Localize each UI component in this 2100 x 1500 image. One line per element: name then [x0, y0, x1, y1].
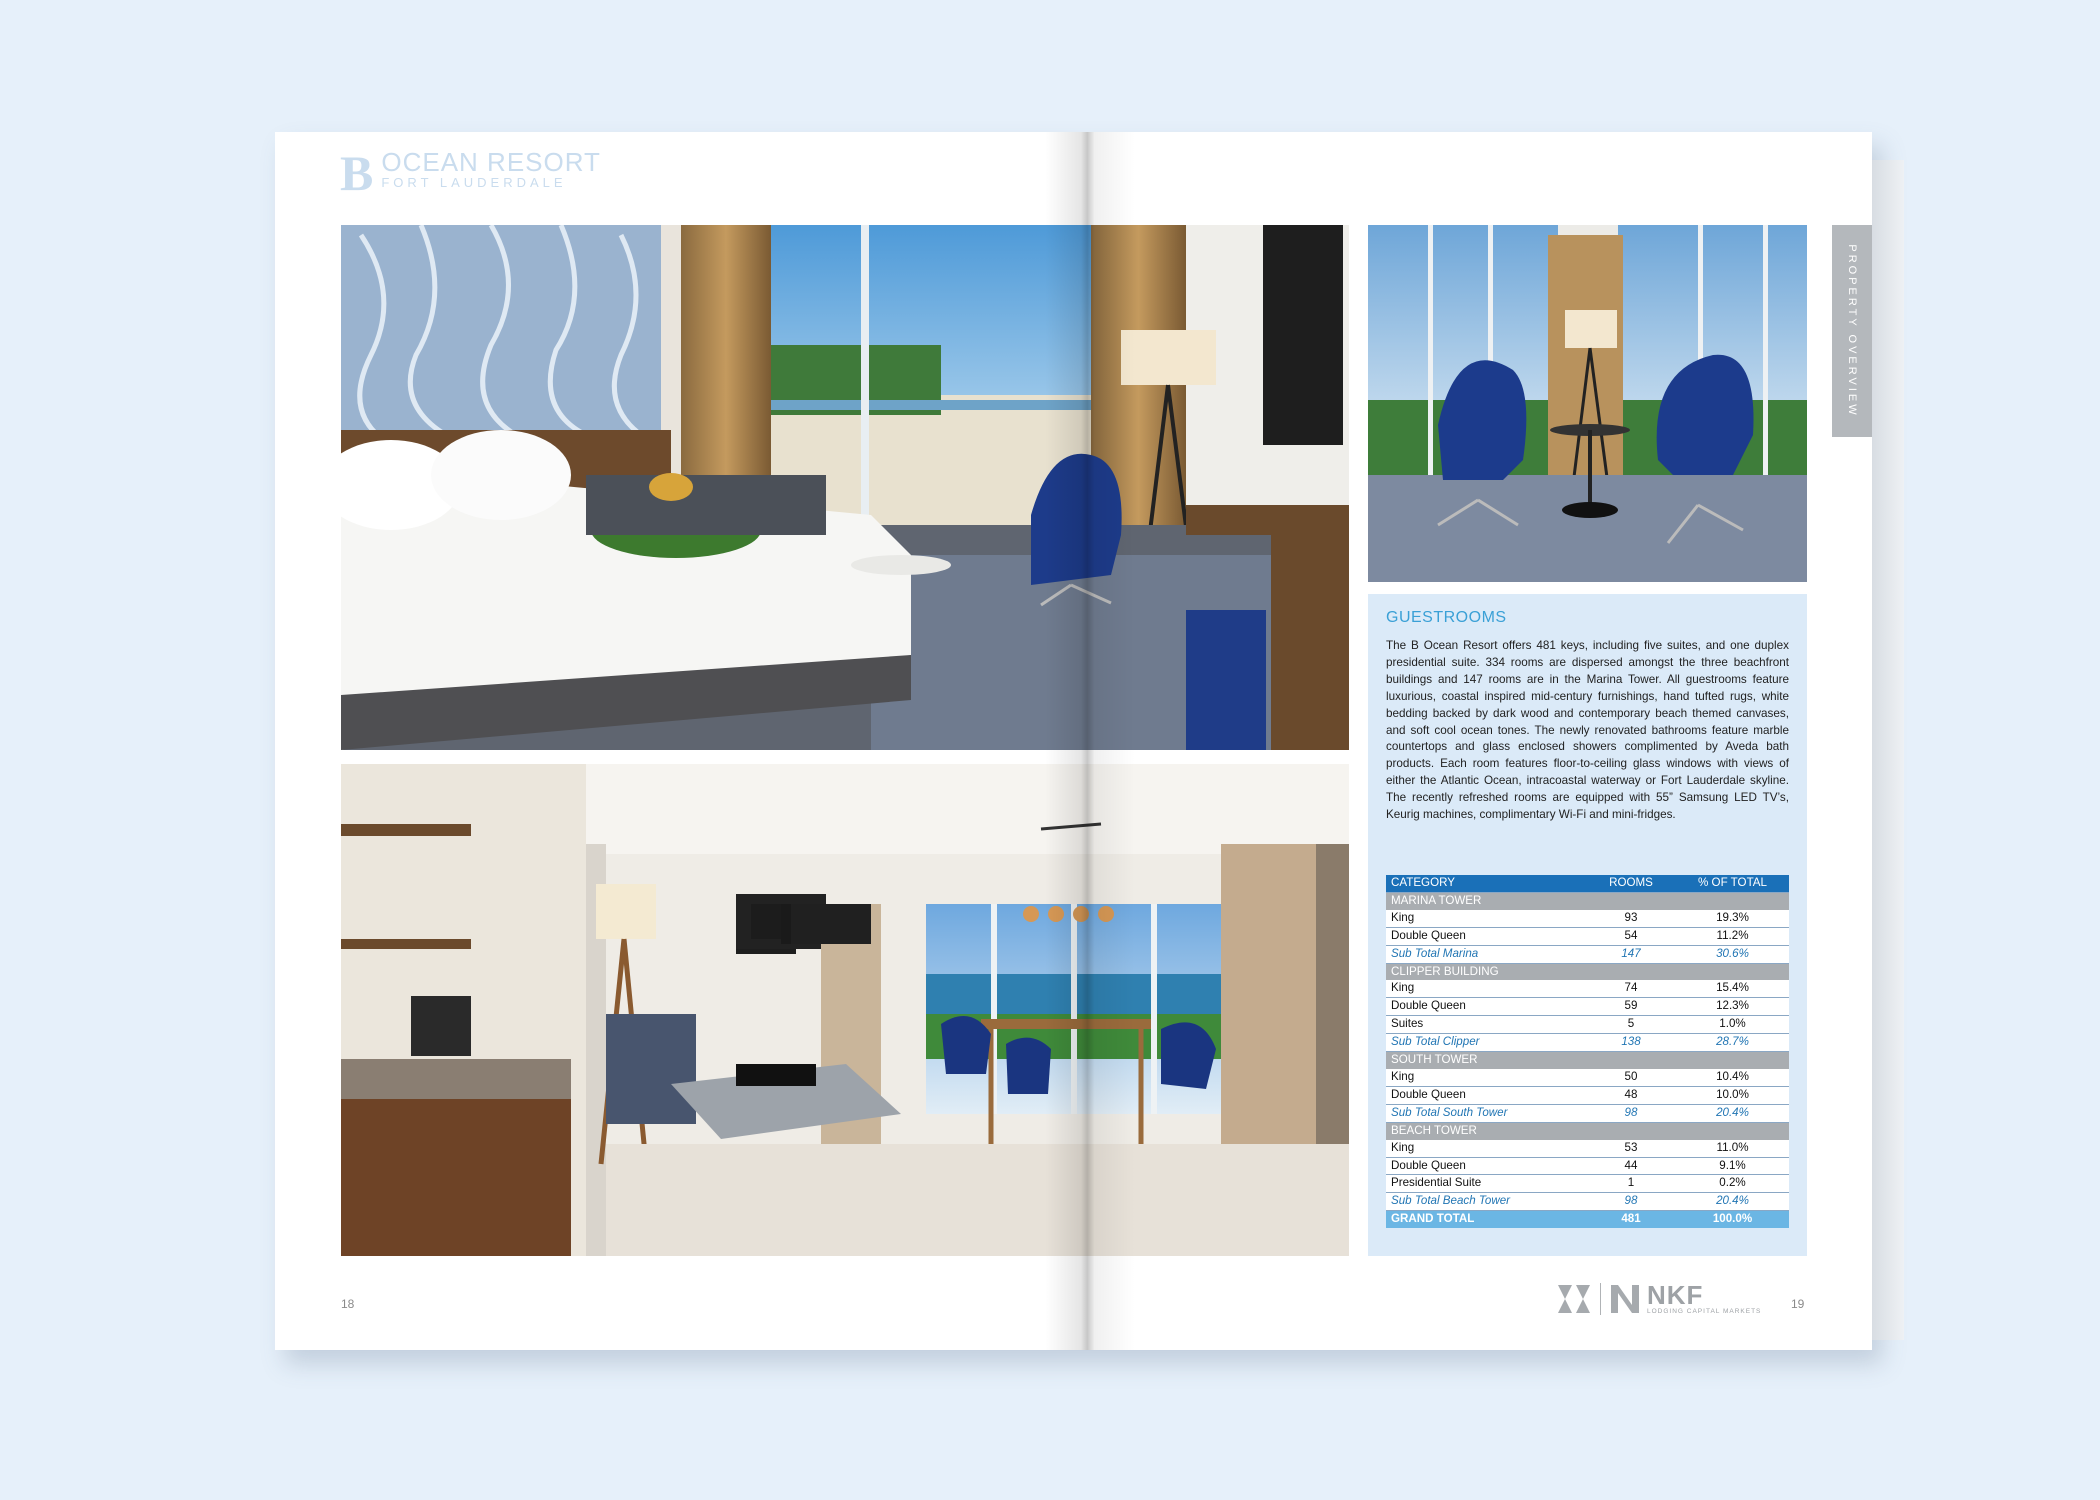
table-cell-percent: 10.0% — [1676, 1086, 1789, 1104]
table-cell-category: King — [1386, 980, 1586, 997]
table-subtotal-row — [1386, 1193, 1789, 1211]
table-row — [1386, 998, 1789, 1016]
header-rooms: ROOMS — [1586, 875, 1676, 892]
table-subtotal-row — [1386, 945, 1789, 963]
room-count-table — [1386, 875, 1789, 1228]
nkf-logo — [1556, 1282, 1761, 1316]
section-body: The B Ocean Resort offers 481 keys, including five suites, and one duplex presidential suite. 334 rooms are dispersed amongst the three beachfront buildings and 147 rooms are in the Marina Tower. All guestrooms feature luxurious, coastal inspired mid-century furnishings, hand tufted rugs, white bedding backed by dark wood and contemporary beach themed canvases, and soft cool ocean tones. The newly renovated bathrooms feature marble countertops and glass enclosed showers complimented by Aveda bath products. Each room features floor-to-ceiling glass windows with views of either the Atlantic Ocean, intracoastal waterway or Fort Lauderdale skyline. The recently refreshed rooms are equipped with 55” Samsung LED TV’s, Keurig machines, complimentary Wi-Fi and mini-fridges. — [1386, 639, 1789, 822]
table-cell-percent: 15.4% — [1676, 980, 1789, 997]
nkf-diamond-icon — [1556, 1283, 1592, 1315]
table-cell-rooms — [1586, 1052, 1676, 1069]
table-cell-category: SOUTH TOWER — [1386, 1052, 1586, 1069]
table-cell-percent: 28.7% — [1676, 1034, 1789, 1052]
page-number-left: 18 — [341, 1297, 355, 1311]
table-cell-rooms — [1586, 963, 1676, 980]
table-cell-category: CLIPPER BUILDING — [1386, 963, 1586, 980]
table-cell-category: MARINA TOWER — [1386, 892, 1586, 909]
table-row — [1386, 910, 1789, 927]
table-section-row — [1386, 1052, 1789, 1069]
table-cell-category: Sub Total Beach Tower — [1386, 1193, 1586, 1211]
side-tab-label: PROPERTY OVERVIEW — [1846, 244, 1858, 418]
table-row — [1386, 980, 1789, 997]
table-cell-category: Double Queen — [1386, 1086, 1586, 1104]
table-cell-category: Double Queen — [1386, 998, 1586, 1016]
table-cell-category: King — [1386, 910, 1586, 927]
table-cell-category: Sub Total Marina — [1386, 945, 1586, 963]
table-row — [1386, 1069, 1789, 1086]
logo-location: FORT LAUDERDALE — [381, 175, 567, 190]
logo-name: OCEAN RESORT — [381, 147, 601, 177]
table-cell-category: Double Queen — [1386, 927, 1586, 945]
table-grand-total-row — [1386, 1211, 1789, 1228]
table-cell-percent: 11.2% — [1676, 927, 1789, 945]
guestrooms-panel — [1368, 594, 1807, 1256]
table-cell-rooms: 53 — [1586, 1140, 1676, 1157]
table-subtotal-row — [1386, 1104, 1789, 1122]
table-cell-category: BEACH TOWER — [1386, 1122, 1586, 1139]
table-cell-category: Sub Total South Tower — [1386, 1104, 1586, 1122]
brand-logo — [340, 145, 601, 201]
table-cell-rooms: 5 — [1586, 1016, 1676, 1034]
table-cell-percent: 100.0% — [1676, 1211, 1789, 1228]
table-cell-percent: 12.3% — [1676, 998, 1789, 1016]
table-cell-percent: 20.4% — [1676, 1193, 1789, 1211]
table-cell-percent — [1676, 1052, 1789, 1069]
table-row — [1386, 1016, 1789, 1034]
nkf-n-icon — [1609, 1283, 1641, 1315]
table-subtotal-row — [1386, 1034, 1789, 1052]
table-cell-category: King — [1386, 1140, 1586, 1157]
table-cell-percent: 1.0% — [1676, 1016, 1789, 1034]
table-cell-rooms: 147 — [1586, 945, 1676, 963]
table-row — [1386, 1157, 1789, 1175]
table-cell-rooms: 44 — [1586, 1157, 1676, 1175]
property-overview-tab — [1832, 225, 1872, 437]
logo-letter: B — [340, 145, 374, 201]
table-cell-rooms: 481 — [1586, 1211, 1676, 1228]
bedroom-photo — [341, 225, 1349, 750]
header-percent: % OF TOTAL — [1676, 875, 1789, 892]
page-number-right: 19 — [1791, 1297, 1805, 1311]
table-cell-rooms — [1586, 1122, 1676, 1139]
section-heading: GUESTROOMS — [1386, 609, 1507, 626]
table-row — [1386, 927, 1789, 945]
table-cell-rooms: 50 — [1586, 1069, 1676, 1086]
table-cell-percent: 20.4% — [1676, 1104, 1789, 1122]
table-cell-rooms: 54 — [1586, 927, 1676, 945]
table-cell-category: Presidential Suite — [1386, 1175, 1586, 1193]
table-cell-category: Suites — [1386, 1016, 1586, 1034]
table-section-row — [1386, 892, 1789, 909]
table-cell-percent: 10.4% — [1676, 1069, 1789, 1086]
table-cell-rooms: 1 — [1586, 1175, 1676, 1193]
table-cell-rooms: 93 — [1586, 910, 1676, 927]
header-category: CATEGORY — [1386, 875, 1586, 892]
table-cell-rooms: 59 — [1586, 998, 1676, 1016]
table-cell-rooms: 48 — [1586, 1086, 1676, 1104]
table-row — [1386, 1175, 1789, 1193]
table-header-row — [1386, 875, 1789, 892]
table-cell-percent: 9.1% — [1676, 1157, 1789, 1175]
table-row — [1386, 1140, 1789, 1157]
table-cell-percent — [1676, 963, 1789, 980]
table-row — [1386, 1086, 1789, 1104]
table-cell-percent: 30.6% — [1676, 945, 1789, 963]
table-section-row — [1386, 1122, 1789, 1139]
table-cell-percent: 11.0% — [1676, 1140, 1789, 1157]
table-cell-category: Double Queen — [1386, 1157, 1586, 1175]
table-cell-category: Sub Total Clipper — [1386, 1034, 1586, 1052]
table-section-row — [1386, 963, 1789, 980]
table-cell-category: King — [1386, 1069, 1586, 1086]
table-cell-rooms: 98 — [1586, 1104, 1676, 1122]
table-cell-rooms: 138 — [1586, 1034, 1676, 1052]
table-cell-percent: 19.3% — [1676, 910, 1789, 927]
table-cell-percent — [1676, 892, 1789, 909]
nkf-tagline: LODGING CAPITAL MARKETS — [1647, 1308, 1762, 1315]
table-cell-rooms: 98 — [1586, 1193, 1676, 1211]
page-edge — [1872, 160, 1904, 1340]
nkf-wordmark: NKF — [1647, 1280, 1704, 1310]
brochure-spread — [275, 132, 1872, 1350]
table-cell-rooms — [1586, 892, 1676, 909]
table-cell-percent — [1676, 1122, 1789, 1139]
table-cell-percent: 0.2% — [1676, 1175, 1789, 1193]
living-room-photo — [341, 764, 1349, 1256]
sitting-area-photo — [1368, 225, 1807, 582]
table-cell-category: GRAND TOTAL — [1386, 1211, 1586, 1228]
table-cell-rooms: 74 — [1586, 980, 1676, 997]
